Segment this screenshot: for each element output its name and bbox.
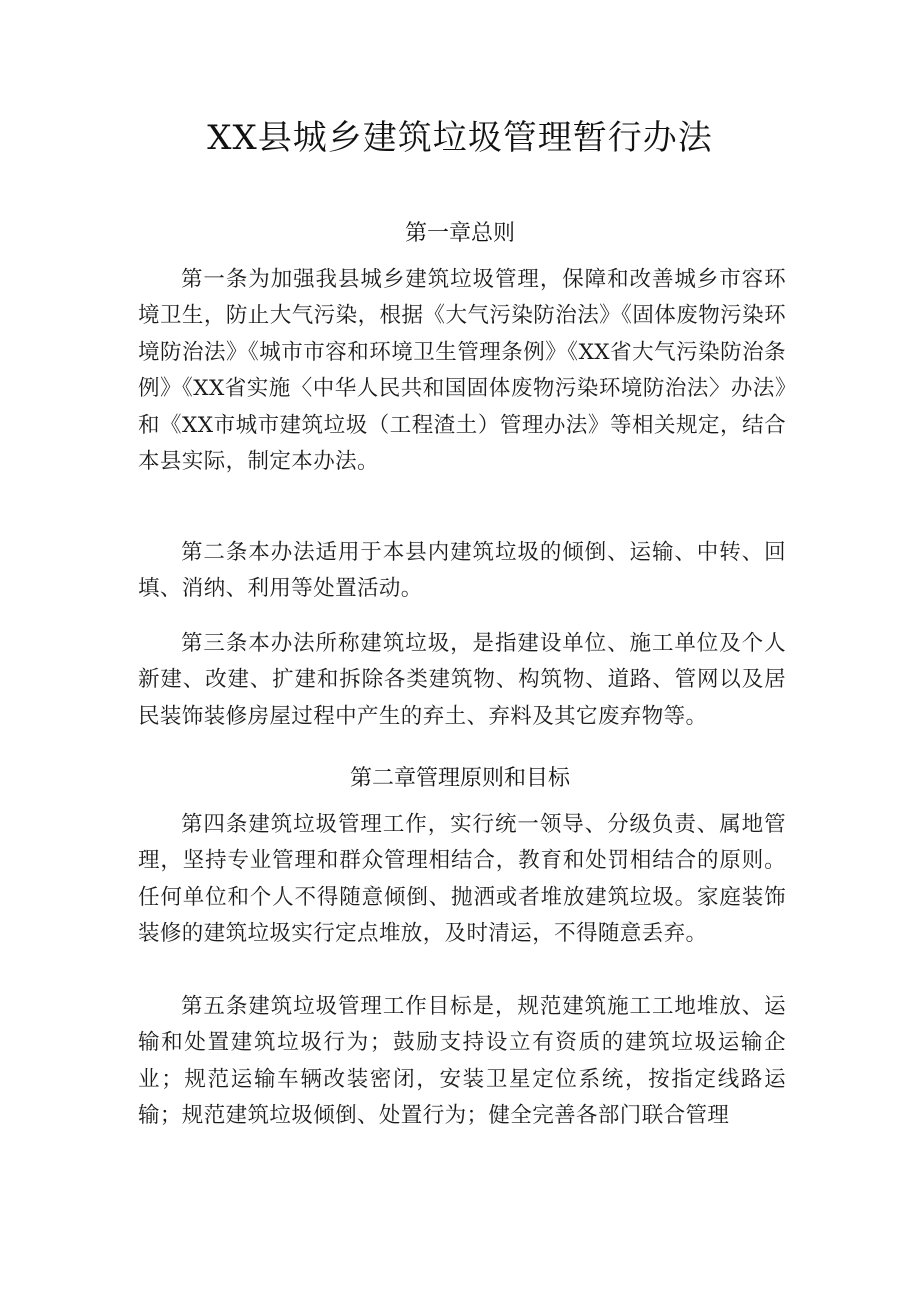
chapter-2-heading: 第二章管理原则和目标 <box>349 766 570 791</box>
document-title: XX县城乡建筑垃圾管理暂行办法 <box>207 118 713 158</box>
article-4: 第四条建筑垃圾管理工作，实行统一领导、分级负责、属地管理，坚持专业管理和群众管理相结合，教育和处罚相结合的原则。任何单位和个人不得随意倾倒、抛洒或者堆放建筑垃圾。家庭装饰装修的建筑垃圾实行定点堆放，及时清运，不得随意丢弃。 <box>138 812 786 947</box>
article-1: 第一条为加强我县城乡建筑垃圾管理，保障和改善城乡市容环境卫生，防止大气污染，根据《大气污染防治法》《固体废物污染环境防治法》《城市市容和环境卫生管理条例》《XX省大气污染防治条例》《XX省实施〈中华人民共和国固体废物污染环境防治法〉办法》和《XX市城市建筑垃圾（工程渣土）管理办法》等相关规定，结合本县实际，制定本办法。 <box>138 267 786 475</box>
chapter-1-heading: 第一章总则 <box>404 221 515 246</box>
article-3: 第三条本办法所称建筑垃圾，是指建设单位、施工单位及个人新建、改建、扩建和拆除各类建筑物、构筑物、道路、管网以及居民装饰装修房屋过程中产生的弃土、弃料及其它废弃物等。 <box>138 631 786 729</box>
article-5: 第五条建筑垃圾管理工作目标是，规范建筑施工工地堆放、运输和处置建筑垃圾行为；鼓励支持设立有资质的建筑垃圾运输企业；规范运输车辆改装密闭，安装卫星定位系统，按指定线路运输；规范建筑垃圾倾倒、处置行为；健全完善各部门联合管理 <box>138 994 786 1129</box>
article-2: 第二条本办法适用于本县内建筑垃圾的倾倒、运输、中转、回填、消纳、利用等处置活动。 <box>138 540 786 602</box>
